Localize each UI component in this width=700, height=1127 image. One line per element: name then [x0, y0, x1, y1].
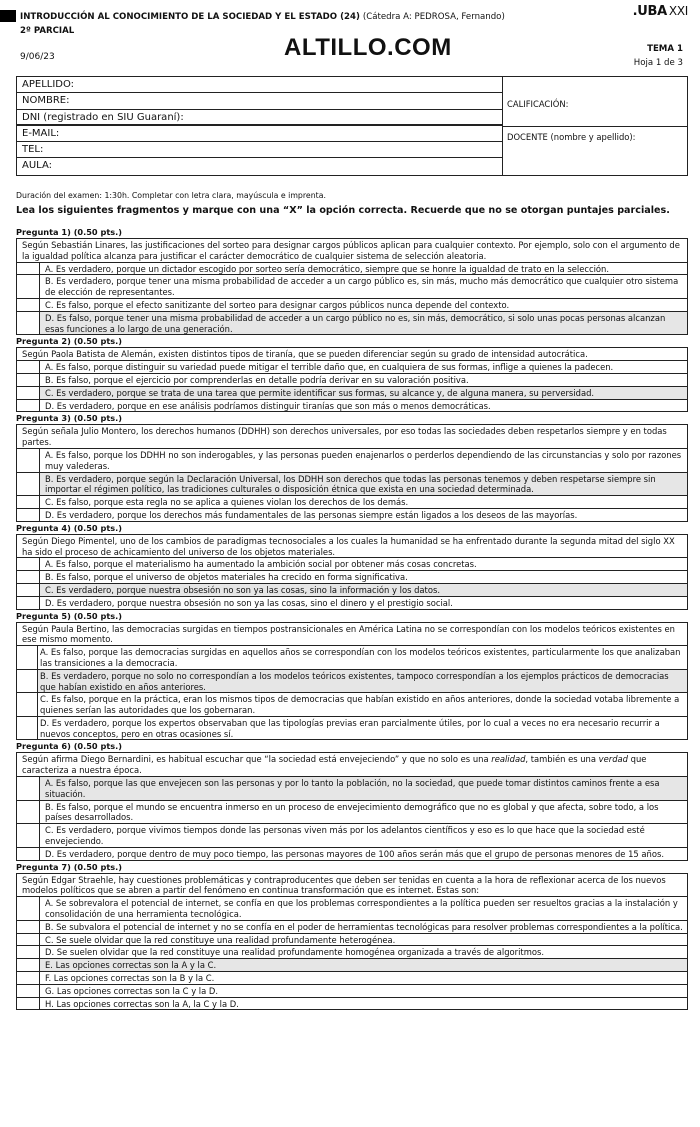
answer-checkbox[interactable] — [17, 473, 40, 496]
option-text: A. Es falso, porque las democracias surgidas en aquellos años se correspondían con los modelos teóricos existentes, particularmente los que analizaban las transiciones a la democracia. — [40, 647, 681, 668]
answer-checkbox[interactable] — [17, 777, 40, 800]
answer-checkbox[interactable] — [17, 985, 40, 997]
answer-checkbox[interactable] — [17, 921, 40, 933]
option-text: D. Es verdadero, porque en ese análisis podríamos distinguir tiranías que son más o menos democráticas. — [45, 400, 491, 411]
answer-option — [17, 597, 687, 609]
answer-option — [17, 985, 687, 998]
option-text: A. Es falso, porque distinguir su variedad puede mitigar el terrible daño que, en cualquiera de sus formas, inflige a quienes la padecen. — [45, 362, 614, 373]
student-info-box — [16, 76, 688, 176]
answer-checkbox[interactable] — [17, 275, 40, 298]
option-text: D. Es falso, porque tener una misma probabilidad de acceder a un cargo público no es, sin más, democrático, si solo unas pocas personas alcanzan esas funciones a lo largo de una generación. — [40, 312, 687, 335]
option-text: C. Es falso, porque en la práctica, eran los mismos tipos de democracias que habían existido en años anteriores, donde la sociedad votaba libremente a quienes serían las autoridades que los gobernaran. — [40, 694, 680, 716]
stem-emphasis: realidad — [491, 754, 526, 765]
option-text: C. Es falso, porque el efecto sanitizante del sorteo para designar cargos públicos nunca depende del contexto. — [45, 299, 510, 310]
stem-text: que caracteriza a nuestra época. — [22, 754, 647, 776]
option-text: A. Se sobrevalora el potencial de internet, se confía en que los problemas correspondientes a la política pueden ser resueltos gracias a la instalación y consolidación de una herramienta tecnológica. — [45, 898, 678, 920]
aula-field[interactable]: AULA: — [22, 160, 52, 172]
option-text: C. Es verdadero, porque se trata de una tarea que permite identificar sus formas, su alcance y, de alguna manera, su perversidad. — [40, 387, 687, 399]
option-text: B. Es falso, porque el ejercicio por comprenderlas en detalle podría derivar en su valoración positiva. — [45, 374, 469, 385]
option-text: B. Se subvalora el potencial de internet y no se confía en el poder de herramientas tecnológicas para resolver problemas correspondientes a la política. — [45, 921, 683, 932]
question-header: Pregunta 2) (0.50 pts.) — [16, 336, 122, 347]
option-text: B. Es falso, porque el mundo se encuentra inmerso en un proceso de envejecimiento demográfico que no es global y que afecta, sobre todo, a los países desarrollados. — [45, 801, 659, 823]
option-text: D. Es verdadero, porque los derechos más fundamentales de las personas siempre están ligados a los deseos de las mayorías. — [45, 509, 578, 520]
answer-checkbox[interactable] — [17, 972, 40, 984]
answer-checkbox[interactable] — [17, 934, 40, 946]
question-header: Pregunta 1) (0.50 pts.) — [16, 227, 122, 237]
answer-option — [17, 473, 687, 497]
question-stem: Según Paola Batista de Alemán, existen distintos tipos de tiranía, que se pueden diferenciar según su grado de intensidad autocrática. — [16, 347, 688, 361]
uba-logo-text: .UBA — [632, 4, 667, 19]
options-table — [16, 646, 688, 740]
option-text: C. Es verdadero, porque nuestra obsesión no son ya las cosas, sino la información y los datos. — [40, 584, 687, 596]
option-text: A. Es falso, porque el materialismo ha aumentado la ambición social por obtener más cosas concretas. — [45, 559, 477, 570]
answer-option — [17, 312, 687, 335]
question-header: Pregunta 5) (0.50 pts.) — [16, 610, 122, 621]
options-table — [16, 558, 688, 609]
question-header: Pregunta 7) (0.50 pts.) — [16, 861, 122, 872]
stem-emphasis: verdad — [598, 754, 628, 765]
tel-field[interactable]: TEL: — [17, 142, 502, 158]
option-text: G. Las opciones correctas son la C y la D. — [45, 985, 219, 996]
answer-option — [17, 824, 687, 848]
nombre-field[interactable]: NOMBRE: — [17, 93, 502, 109]
dni-field[interactable]: DNI (registrado en SIU Guaraní): — [17, 110, 502, 126]
options-table — [16, 777, 688, 861]
question-header: Pregunta 6) (0.50 pts.) — [16, 741, 122, 752]
answer-option — [17, 275, 687, 299]
answer-checkbox[interactable] — [17, 946, 40, 958]
answer-option — [17, 934, 687, 947]
answer-checkbox[interactable] — [17, 646, 38, 669]
stem-text: Según afirma Diego Bernardini, es habitual escuchar que “la sociedad está envejeciendo” y que no solo es una — [22, 754, 492, 765]
answer-checkbox[interactable] — [17, 848, 40, 860]
stem-text: , también es una — [525, 754, 599, 765]
option-text: A. Es falso, porque los DDHH no son inderogables, y las personas pueden enajenarlos o perderlos dependiendo de las circunstancias y solo por razones muy valederas. — [45, 449, 682, 471]
answer-option — [17, 361, 687, 374]
course-title — [20, 12, 505, 22]
answer-checkbox[interactable] — [17, 509, 40, 521]
duration-note: Duración del examen: 1:30h. Completar con letra clara, mayúscula e imprenta. — [16, 191, 326, 200]
question-stem: Según señala Julio Montero, los derechos humanos (DDHH) son derechos universales, por eso todas las sociedades deben respetarlos siempre y en todas partes. — [16, 424, 688, 449]
option-text: C. Es verdadero, porque vivimos tiempos donde las personas viven más por los adelantos científicos y eso es lo que hace que la sociedad esté envejeciendo. — [45, 825, 645, 847]
answer-option — [17, 509, 687, 521]
answer-option — [17, 946, 687, 959]
answer-option — [17, 558, 687, 571]
answer-option — [17, 400, 687, 412]
option-text: F. Las opciones correctas son la B y la C. — [45, 973, 215, 984]
question-stem: Según Edgar Straehle, hay cuestiones problemáticas y contraproducentes que deben ser tenidas en cuenta a la hora de reflexionar acerca de los nuevos modelos políticos que se abren a partir del fenómeno en continua transformación que es internet. Estas son: — [16, 873, 688, 898]
answer-checkbox[interactable] — [17, 998, 40, 1010]
answer-checkbox[interactable] — [17, 400, 40, 412]
header-black-mark — [0, 10, 16, 22]
option-text: D. Es verdadero, porque los expertos observaban que las tipologías previas eran parcialmente útiles, por lo cual a veces no era necesario recurrir a nuevos conceptos, pero en otras ocasiones sí. — [40, 717, 660, 739]
answer-option — [17, 998, 687, 1010]
instructions: Lea los siguientes fragmentos y marque con una “X” la opción correcta. Recuerde que no se otorgan puntajes parciales. — [16, 205, 670, 216]
course-title-bold: INTRODUCCIÓN AL CONOCIMIENTO DE LA SOCIEDAD Y EL ESTADO (24) — [20, 12, 360, 22]
answer-option — [17, 717, 687, 740]
answer-checkbox[interactable] — [17, 449, 40, 472]
course-title-catedra: (Cátedra A: PEDROSA, Fernando) — [362, 12, 505, 22]
option-text: B. Es verdadero, porque tener una misma probabilidad de acceder a un cargo público es, sin más, mucho más democrático que cualquier otro sistema de elección de representantes. — [45, 276, 679, 298]
answer-option — [17, 959, 687, 972]
options-table — [16, 897, 688, 1010]
answer-checkbox[interactable] — [17, 312, 40, 335]
answer-option — [17, 299, 687, 312]
option-text: C. Es falso, porque esta regla no se aplica a quienes violan los derechos de los demás. — [45, 497, 409, 508]
options-table — [16, 361, 688, 412]
answer-checkbox[interactable] — [17, 824, 40, 847]
answer-checkbox[interactable] — [17, 959, 40, 971]
answer-option — [17, 263, 687, 276]
answer-option — [17, 584, 687, 597]
box-divider — [502, 126, 687, 127]
answer-option — [17, 449, 687, 473]
question-stem: Según Paula Bertino, las democracias surgidas en tiempos postransicionales en América Latina no se correspondían con los modelos teóricos existentes en ese mismo momento. — [16, 622, 688, 647]
answer-option — [17, 897, 687, 921]
question-header: Pregunta 3) (0.50 pts.) — [16, 413, 122, 424]
answer-option — [17, 646, 687, 670]
answer-option — [17, 387, 687, 400]
exam-date: 9/06/23 — [20, 52, 55, 62]
email-field[interactable]: E-MAIL: — [17, 126, 502, 142]
answer-checkbox[interactable] — [17, 263, 40, 275]
answer-option — [17, 693, 687, 717]
question-stem — [16, 752, 688, 777]
answer-checkbox[interactable] — [17, 693, 38, 716]
option-text: A. Es falso, porque las que envejecen son las personas y por lo tanto la población, no la sociedad, que puede tomar distintos caminos frente a esa situación. — [40, 777, 687, 800]
option-text: D. Se suelen olvidar que la red constituye una realidad profundamente homogénea organizada a través de algoritmos. — [45, 947, 545, 958]
answer-option — [17, 670, 687, 694]
tema-label: TEMA 1 — [647, 44, 683, 54]
calificacion-label: CALIFICACIÓN: — [507, 99, 569, 109]
options-table — [16, 263, 688, 336]
question-header: Pregunta 4) (0.50 pts.) — [16, 522, 122, 533]
watermark-title: ALTILLO.COM — [284, 34, 452, 61]
answer-option — [17, 848, 687, 860]
answer-checkbox[interactable] — [17, 584, 40, 596]
option-text: B. Es falso, porque el universo de objetos materiales ha crecido en forma significativa. — [45, 572, 408, 583]
option-text: D. Es verdadero, porque dentro de muy poco tiempo, las personas mayores de 100 años serán más que el grupo de personas menores de 15 años. — [45, 848, 664, 859]
student-fields — [17, 77, 503, 175]
uba-logo-xxi: XXI — [668, 4, 688, 18]
answer-checkbox[interactable] — [17, 801, 40, 824]
answer-option — [17, 801, 687, 825]
exam-type: 2º PARCIAL — [20, 26, 75, 36]
question-stem: Según Diego Pimentel, uno de los cambios de paradigmas tecnosociales a los cuales la humanidad se ha enfrentado durante la segunda mitad del siglo XX ha sido el proceso de achicamiento del universo de los objetos materiales. — [16, 534, 688, 559]
answer-checkbox[interactable] — [17, 717, 38, 740]
options-table — [16, 449, 688, 522]
option-text: D. Es verdadero, porque nuestra obsesión no son ya las cosas, sino el dinero y el prestigio social. — [45, 597, 453, 608]
answer-checkbox[interactable] — [17, 496, 40, 508]
option-text: B. Es verdadero, porque no solo no correspondían a los modelos teóricos existentes, tampoco correspondían a los ejemplos prácticos de democracias que habían existido en años anteriores. — [38, 670, 687, 693]
answer-checkbox[interactable] — [17, 558, 40, 570]
answer-checkbox[interactable] — [17, 897, 40, 920]
answer-option — [17, 496, 687, 509]
answer-checkbox[interactable] — [17, 387, 40, 399]
option-text: E. Las opciones correctas son la A y la C. — [40, 959, 687, 971]
option-text: B. Es verdadero, porque según la Declaración Universal, los DDHH son derechos que todas las personas tenemos y deben respetarse siempre sin importar el régimen político, las tradiciones culturales o disposición étnica que exista en una sociedad determinada. — [40, 473, 687, 496]
answer-checkbox[interactable] — [17, 670, 38, 693]
answer-option — [17, 972, 687, 985]
answer-option — [17, 921, 687, 934]
answer-option — [17, 777, 687, 801]
option-text: H. Las opciones correctas son la A, la C y la D. — [45, 998, 239, 1009]
docente-label: DOCENTE (nombre y apellido): — [507, 132, 636, 142]
questions-list — [16, 227, 688, 1010]
answer-checkbox[interactable] — [17, 597, 40, 609]
answer-option — [17, 374, 687, 387]
question-stem: Según Sebastián Linares, las justificaciones del sorteo para designar cargos públicos aplican para cualquier contexto. Por ejemplo, solo con el argumento de la igualdad política alcanza para justificar el carácter democrático de cualquier sistema de selección aleatoria. — [16, 238, 688, 263]
page-count: Hoja 1 de 3 — [633, 58, 683, 68]
answer-checkbox[interactable] — [17, 299, 40, 311]
answer-option — [17, 571, 687, 584]
answer-checkbox[interactable] — [17, 374, 40, 386]
answer-checkbox[interactable] — [17, 361, 40, 373]
option-text: C. Se suele olvidar que la red constituye una realidad profundamente heterogénea. — [45, 934, 396, 945]
uba-logo — [633, 4, 688, 19]
option-text: A. Es verdadero, porque un dictador escogido por sorteo sería democrático, siempre que se honre la igualdad de trato en la selección. — [45, 263, 609, 274]
answer-checkbox[interactable] — [17, 571, 40, 583]
apellido-field[interactable]: APELLIDO: — [17, 77, 502, 93]
